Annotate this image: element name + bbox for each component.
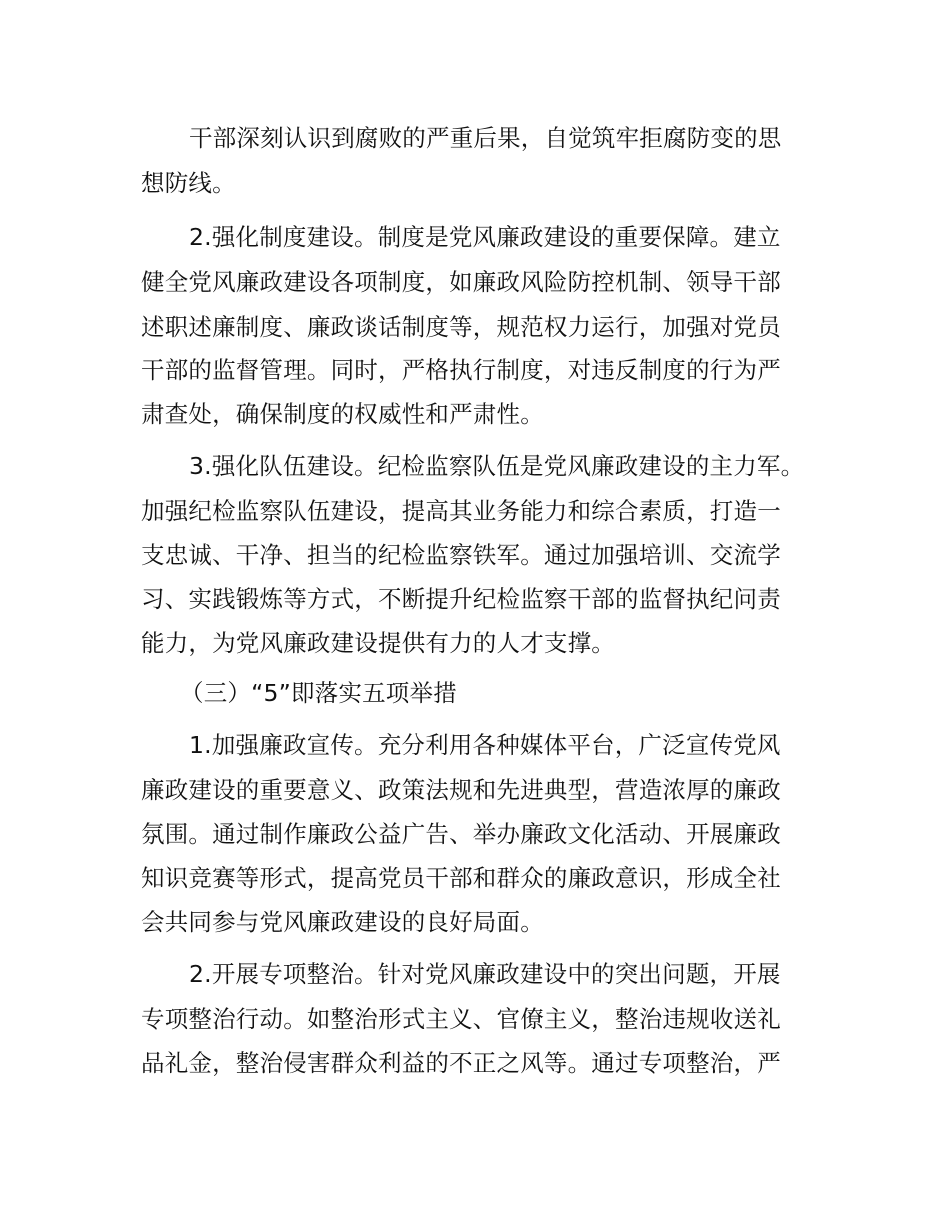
paragraph-line: 会共同参与党风廉政建设的良好局面。 xyxy=(141,908,544,936)
paragraph-line: 知识竞赛等形式，提高党员干部和群众的廉政意识，形成全社 xyxy=(141,864,781,892)
paragraph-line: 习、实践锻炼等方式，不断提升纪检监察干部的监督执纪问责 xyxy=(141,585,781,613)
paragraph-line: 专项整治行动。如整治形式主义、官僚主义，整治违规收送礼 xyxy=(141,1005,781,1033)
paragraph-line: 1.加强廉政宣传。充分利用各种媒体平台，广泛宣传党风 xyxy=(189,731,781,759)
paragraph-line: 氛围。通过制作廉政公益广告、举办廉政文化活动、开展廉政 xyxy=(141,820,781,848)
paragraph-line: 干部深刻认识到腐败的严重后果，自觉筑牢拒腐防变的思 xyxy=(189,124,782,152)
paragraph-line: 想防线。 xyxy=(141,169,236,197)
paragraph-line: 能力，为党风廉政建设提供有力的人才支撑。 xyxy=(141,629,615,657)
paragraph-line: 肃查处，确保制度的权威性和严肃性。 xyxy=(141,400,544,428)
paragraph-line: 述职述廉制度、廉政谈话制度等，规范权力运行，加强对党员 xyxy=(141,313,781,341)
paragraph-line: 2.强化制度建设。制度是党风廉政建设的重要保障。建立 xyxy=(189,223,781,251)
paragraph-line: 品礼金，整治侵害群众利益的不正之风等。通过专项整治，严 xyxy=(141,1049,781,1077)
paragraph-line: 支忠诚、干净、担当的纪检监察铁军。通过加强培训、交流学 xyxy=(141,541,781,569)
section-heading: （三）“5”即落实五项举措 xyxy=(180,679,457,707)
paragraph-line: 廉政建设的重要意义、政策法规和先进典型，营造浓厚的廉政 xyxy=(141,776,781,804)
paragraph-line: 3.强化队伍建设。纪检监察队伍是党风廉政建设的主力军。 xyxy=(189,452,805,480)
paragraph-line: 加强纪检监察队伍建设，提高其业务能力和综合素质，打造一 xyxy=(141,497,781,525)
paragraph-line: 2.开展专项整治。针对党风廉政建设中的突出问题，开展 xyxy=(189,960,781,988)
paragraph-line: 健全党风廉政建设各项制度，如廉政风险防控机制、领导干部 xyxy=(141,268,781,296)
paragraph-line: 干部的监督管理。同时，严格执行制度，对违反制度的行为严 xyxy=(141,356,781,384)
